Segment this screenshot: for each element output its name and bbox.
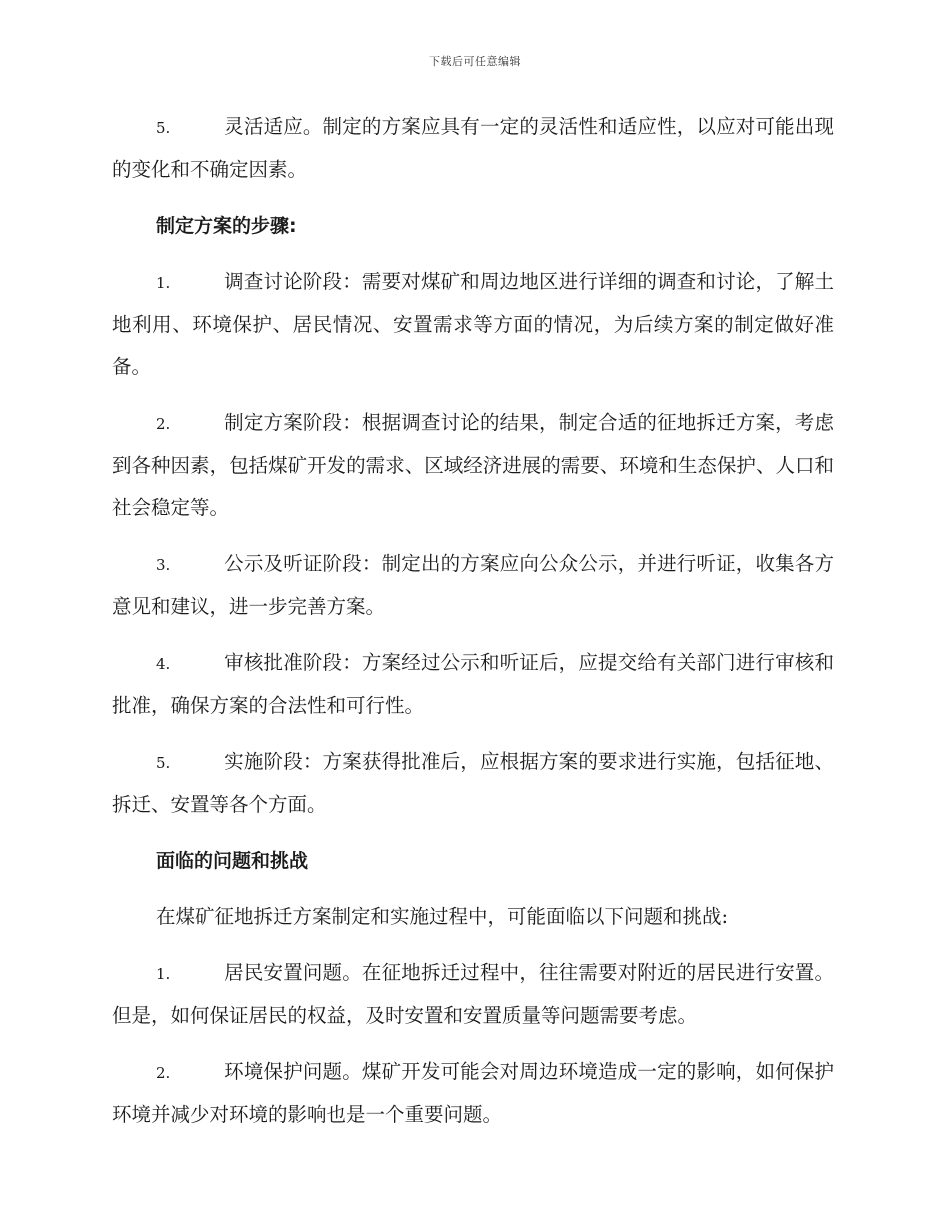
list-item — [112, 402, 834, 529]
list-number: 4. — [156, 655, 171, 673]
list-number: 5. — [156, 754, 171, 772]
list-number: 1. — [156, 965, 171, 983]
list-text: 审核批准阶段：方案经过公示和听证后，应提交给有关部门进行审核和批准，确保方案的合法性和可行性。 — [112, 651, 834, 717]
list-text: 灵活适应。制定的方案应具有一定的灵活性和适应性，以应对可能出现的变化和不确定因素。 — [112, 115, 834, 181]
list-text: 居民安置问题。在征地拆迁过程中，往往需要对附近的居民进行安置。但是，如何保证居民的权益，及时安置和安置质量等问题需要考虑。 — [112, 961, 834, 1027]
list-item — [112, 261, 834, 388]
list-number: 2. — [156, 415, 171, 433]
list-text: 环境保护问题。煤矿开发可能会对周边环境造成一定的影响，如何保护环境并减少对环境的影响也是一个重要问题。 — [112, 1060, 834, 1126]
list-text: 实施阶段：方案获得批准后，应根据方案的要求进行实施，包括征地、拆迁、安置等各个方面。 — [112, 750, 834, 816]
section-heading-steps: 制定方案的步骤: — [156, 215, 297, 237]
list-number: 5. — [156, 119, 171, 137]
list-number: 1. — [156, 274, 171, 292]
list-item — [112, 741, 834, 826]
section-heading-challenges: 面临的问题和挑战 — [156, 850, 309, 872]
list-item — [112, 1051, 834, 1136]
document-body — [112, 106, 834, 1150]
list-number: 2. — [156, 1064, 171, 1082]
page-header: 下载后可任意编辑 — [429, 55, 521, 68]
list-text: 制定方案阶段：根据调查讨论的结果，制定合适的征地拆迁方案，考虑到各种因素，包括煤矿开发的需求、区域经济进展的需要、环境和生态保护、人口和社会稳定等。 — [112, 411, 834, 519]
list-number: 3. — [156, 556, 171, 574]
list-item — [112, 543, 834, 628]
list-text: 公示及听证阶段：制定出的方案应向公众公示，并进行听证，收集各方意见和建议，进一步完善方案。 — [112, 552, 834, 618]
intro-paragraph: 在煤矿征地拆迁方案制定和实施过程中，可能面临以下问题和挑战: — [156, 905, 729, 928]
list-item — [112, 106, 834, 191]
list-text: 调查讨论阶段：需要对煤矿和周边地区进行详细的调查和讨论，了解土地利用、环境保护、居民情况、安置需求等方面的情况，为后续方案的制定做好准备。 — [112, 270, 834, 378]
list-item — [112, 952, 834, 1037]
list-item — [112, 642, 834, 727]
